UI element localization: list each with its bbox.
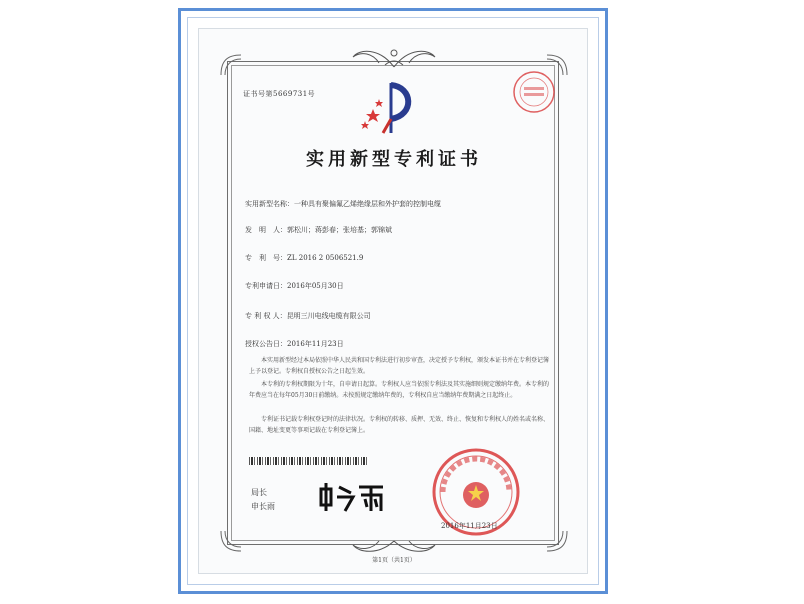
certificate-paper [198, 28, 588, 574]
page-footer: 第1页（共1页） [372, 557, 416, 564]
certificate-title: 实用新型专利证书 [306, 149, 482, 170]
bottom-ornament-icon [349, 537, 439, 557]
signature-icon [317, 479, 387, 515]
field-row: 发 明 人：郭松川；蒋彭春；张培基；郭锦斌 [245, 226, 392, 234]
field-row: 专 利 权 人：昆明三川电线电缆有限公司 [245, 312, 371, 320]
certificate-number: 证书号第5669731号 [243, 90, 316, 98]
patent-office-logo-icon [361, 79, 421, 135]
body-paragraph: 专利证书记载专利权登记时的法律状况。专利权的转移、质押、无效、终止、恢复和专利权人的姓名或名称、国籍、地址变更等事项记载在专利登记簿上。 [249, 416, 550, 434]
top-ornament-icon [349, 43, 439, 69]
corner-ornament-icon [219, 53, 243, 77]
body-paragraph: 本专利的专利权期限为十年，自申请日起算。专利权人应当依照专利法及其实施细则规定缴纳年费。本专利的年费应当在每年05月30日前缴纳。未按照规定缴纳年费的，专利权自应当缴纳年费期满之日起终止。 [249, 381, 550, 399]
corner-ornament-icon [219, 529, 243, 553]
field-row: 专 利 号：ZL 2016 2 0506521.9 [245, 254, 364, 262]
barcode [249, 457, 369, 465]
field-row: 专利申请日：2016年05月30日 [245, 282, 344, 290]
director-title: 局长 [251, 488, 267, 497]
registration-stamp-icon [511, 69, 557, 115]
body-paragraph: 本实用新型经过本局依照中华人民共和国专利法进行初步审查，决定授予专利权，颁发本证书并在专利登记簿上予以登记。专利权自授权公告之日起生效。 [249, 357, 550, 375]
field-row: 授权公告日：2016年11月23日 [245, 340, 344, 348]
field-row: 实用新型名称：一种具有聚偏氟乙烯绝缘层和外护套的控制电缆 [245, 200, 441, 208]
seal-date: 2016年11月23日 [441, 522, 498, 530]
director-name: 申长雨 [251, 502, 275, 511]
corner-ornament-icon [545, 529, 569, 553]
